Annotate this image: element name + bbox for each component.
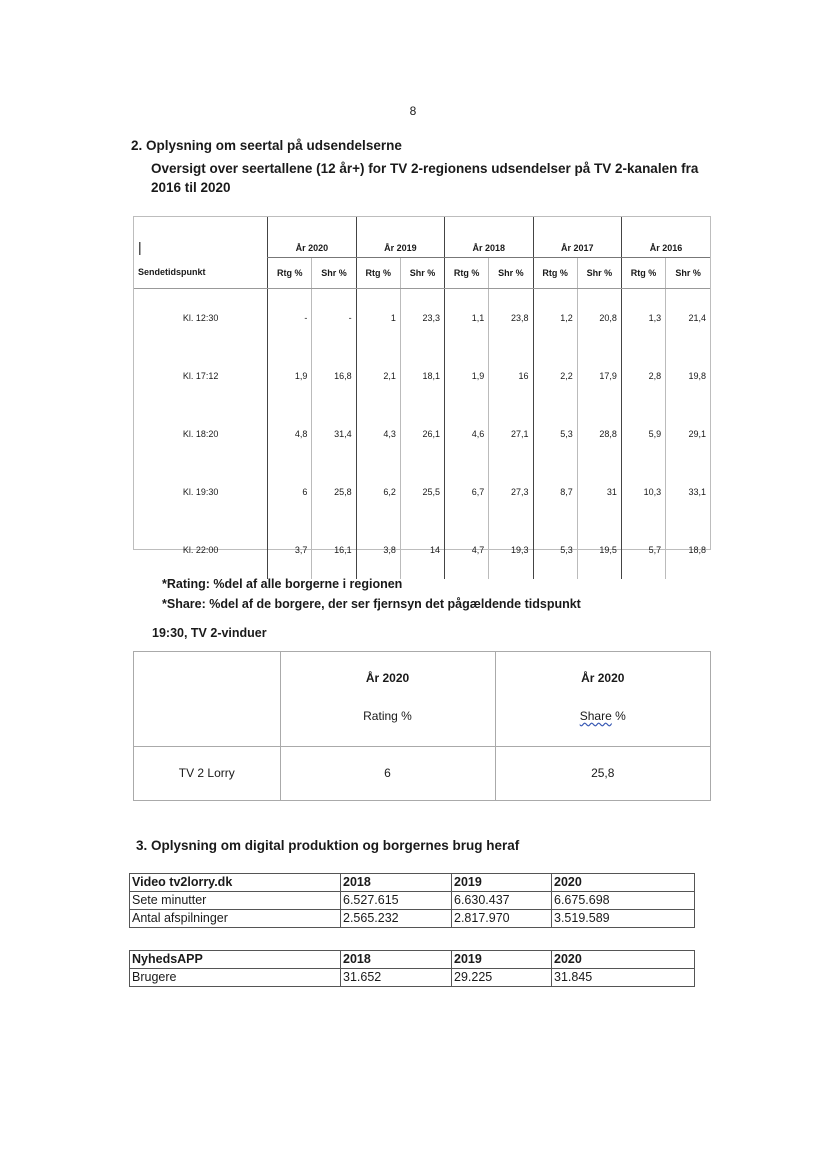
year-header-2020: År 2020 bbox=[268, 217, 356, 257]
value-cell: 21,4 bbox=[666, 288, 710, 347]
value-cell: 1 bbox=[356, 288, 400, 347]
value-cell: 25,5 bbox=[400, 463, 444, 521]
table-header-row bbox=[130, 951, 695, 969]
value-cell: 18,1 bbox=[400, 347, 444, 405]
value-cell: 1,3 bbox=[621, 288, 665, 347]
share-note: *Share: %del af de borgere, der ser fjernsyn det pågældende tidspunkt bbox=[162, 597, 581, 611]
value-cell: 3,7 bbox=[268, 521, 312, 579]
value-cell: 19,3 bbox=[489, 521, 533, 579]
value-cell: 5,9 bbox=[621, 405, 665, 463]
value-cell: 27,1 bbox=[489, 405, 533, 463]
value-cell: 6.527.615 bbox=[341, 892, 452, 910]
table-row bbox=[134, 521, 710, 579]
time-cell: Kl. 12:30 bbox=[182, 312, 219, 323]
rating-note: *Rating: %del af alle borgerne i regionen bbox=[162, 577, 403, 591]
app-header-year: 2018 bbox=[341, 951, 452, 969]
video-table bbox=[129, 873, 695, 928]
value-cell: 16,8 bbox=[312, 347, 356, 405]
value-cell: 33,1 bbox=[666, 463, 710, 521]
value-cell: 29,1 bbox=[666, 405, 710, 463]
app-table bbox=[129, 950, 695, 987]
share-year: År 2020 bbox=[581, 671, 625, 685]
table-row bbox=[134, 463, 710, 521]
rating-year: År 2020 bbox=[365, 671, 410, 685]
value-cell: 1,9 bbox=[445, 347, 489, 405]
value-cell: 4,7 bbox=[445, 521, 489, 579]
table-row bbox=[134, 746, 710, 800]
value-cell: 6,7 bbox=[445, 463, 489, 521]
value-cell: 28,8 bbox=[577, 405, 621, 463]
rating-label: Rating % bbox=[363, 709, 412, 723]
sub-header: Shr % bbox=[666, 257, 710, 288]
value-cell: 3.519.589 bbox=[552, 910, 695, 928]
table-corner bbox=[134, 217, 268, 257]
table-row bbox=[130, 892, 695, 910]
sub-header: Rtg % bbox=[533, 257, 577, 288]
page-number: 8 bbox=[409, 104, 417, 118]
window-section-title: 19:30, TV 2-vinduer bbox=[152, 626, 267, 640]
value-cell: - bbox=[312, 288, 356, 347]
value-cell: 14 bbox=[400, 521, 444, 579]
value-cell: 4,6 bbox=[445, 405, 489, 463]
value-cell: 10,3 bbox=[621, 463, 665, 521]
value-cell: 6.630.437 bbox=[452, 892, 552, 910]
sub-header: Shr % bbox=[489, 257, 533, 288]
value-cell: 5,3 bbox=[533, 405, 577, 463]
time-cell: Kl. 19:30 bbox=[182, 486, 219, 497]
value-cell: 8,7 bbox=[533, 463, 577, 521]
value-cell: 19,8 bbox=[666, 347, 710, 405]
value-cell: 5,3 bbox=[533, 521, 577, 579]
app-header-year: 2020 bbox=[552, 951, 695, 969]
value-cell: 18,8 bbox=[666, 521, 710, 579]
value-cell: 31.652 bbox=[341, 969, 452, 987]
sub-header: Rtg % bbox=[621, 257, 665, 288]
sub-header: Shr % bbox=[312, 257, 356, 288]
window-table bbox=[133, 651, 711, 801]
value-cell: 16,1 bbox=[312, 521, 356, 579]
section-3-heading: 3. Oplysning om digital produktion og borgernes brug heraf bbox=[136, 838, 520, 853]
value-cell: 3,8 bbox=[356, 521, 400, 579]
video-header-year: 2020 bbox=[552, 874, 695, 892]
value-cell: 4,3 bbox=[356, 405, 400, 463]
time-cell: Kl. 17:12 bbox=[182, 370, 219, 381]
footnotes bbox=[162, 574, 581, 614]
value-cell: 1,9 bbox=[268, 347, 312, 405]
video-header-year: 2018 bbox=[341, 874, 452, 892]
value-cell: 31,4 bbox=[312, 405, 356, 463]
row-label: Brugere bbox=[130, 969, 341, 987]
sub-header: Rtg % bbox=[268, 257, 312, 288]
app-header-year: 2019 bbox=[452, 951, 552, 969]
value-cell: 19,5 bbox=[577, 521, 621, 579]
value-cell: - bbox=[268, 288, 312, 347]
table-row bbox=[134, 288, 710, 347]
corner-mark: | bbox=[138, 239, 142, 255]
video-header-title: Video tv2lorry.dk bbox=[130, 874, 341, 892]
video-header-year: 2019 bbox=[452, 874, 552, 892]
table-row bbox=[130, 910, 695, 928]
value-cell: 25,8 bbox=[312, 463, 356, 521]
value-cell: 27,3 bbox=[489, 463, 533, 521]
value-cell: 29.225 bbox=[452, 969, 552, 987]
empty-corner bbox=[134, 652, 280, 746]
value-cell: 5,7 bbox=[621, 521, 665, 579]
value-cell: 16 bbox=[489, 347, 533, 405]
table-header-row bbox=[130, 874, 695, 892]
value-cell: 2,1 bbox=[356, 347, 400, 405]
sub-header: Rtg % bbox=[356, 257, 400, 288]
value-cell: 17,9 bbox=[577, 347, 621, 405]
value-cell: 1,1 bbox=[445, 288, 489, 347]
time-cell: Kl. 22:00 bbox=[182, 544, 219, 555]
rating-value: 6 bbox=[280, 746, 495, 800]
rating-header bbox=[280, 652, 495, 746]
value-cell: 6,2 bbox=[356, 463, 400, 521]
value-cell: 23,8 bbox=[489, 288, 533, 347]
value-cell: 2.817.970 bbox=[452, 910, 552, 928]
share-word: Share bbox=[579, 709, 612, 723]
value-cell: 1,2 bbox=[533, 288, 577, 347]
share-label bbox=[497, 709, 710, 723]
value-cell: 6 bbox=[268, 463, 312, 521]
share-header bbox=[495, 652, 710, 746]
app-header-title: NyhedsAPP bbox=[130, 951, 341, 969]
row-label-header: Sendetidspunkt bbox=[134, 257, 268, 288]
section-2-subheading: Oversigt over seertallene (12 år+) for TV 2-regionens udsendelser på TV 2-kanalen fra 2016 til 2020 bbox=[151, 161, 699, 195]
row-label: Sete minutter bbox=[130, 892, 341, 910]
value-cell: 2,8 bbox=[621, 347, 665, 405]
year-header-2017: År 2017 bbox=[533, 217, 621, 257]
sub-header: Rtg % bbox=[445, 257, 489, 288]
table-row bbox=[130, 969, 695, 987]
row-label: Antal afspilninger bbox=[130, 910, 341, 928]
value-cell: 31.845 bbox=[552, 969, 695, 987]
value-cell: 4,8 bbox=[268, 405, 312, 463]
share-suffix: % bbox=[611, 709, 626, 723]
value-cell: 26,1 bbox=[400, 405, 444, 463]
table-row bbox=[134, 347, 710, 405]
value-cell: 2.565.232 bbox=[341, 910, 452, 928]
value-cell: 6.675.698 bbox=[552, 892, 695, 910]
value-cell: 2,2 bbox=[533, 347, 577, 405]
value-cell: 31 bbox=[577, 463, 621, 521]
year-header-2016: År 2016 bbox=[621, 217, 710, 257]
year-header-2018: År 2018 bbox=[445, 217, 533, 257]
section-2-heading: 2. Oplysning om seertal på udsendelserne bbox=[131, 138, 402, 153]
table-row bbox=[134, 405, 710, 463]
year-header-2019: År 2019 bbox=[356, 217, 444, 257]
value-cell: 20,8 bbox=[577, 288, 621, 347]
time-cell: Kl. 18:20 bbox=[182, 428, 219, 439]
channel-label: TV 2 Lorry bbox=[134, 746, 280, 800]
sub-header: Shr % bbox=[400, 257, 444, 288]
share-value: 25,8 bbox=[495, 746, 710, 800]
value-cell: 23,3 bbox=[400, 288, 444, 347]
ratings-table bbox=[133, 216, 711, 555]
sub-header: Shr % bbox=[577, 257, 621, 288]
